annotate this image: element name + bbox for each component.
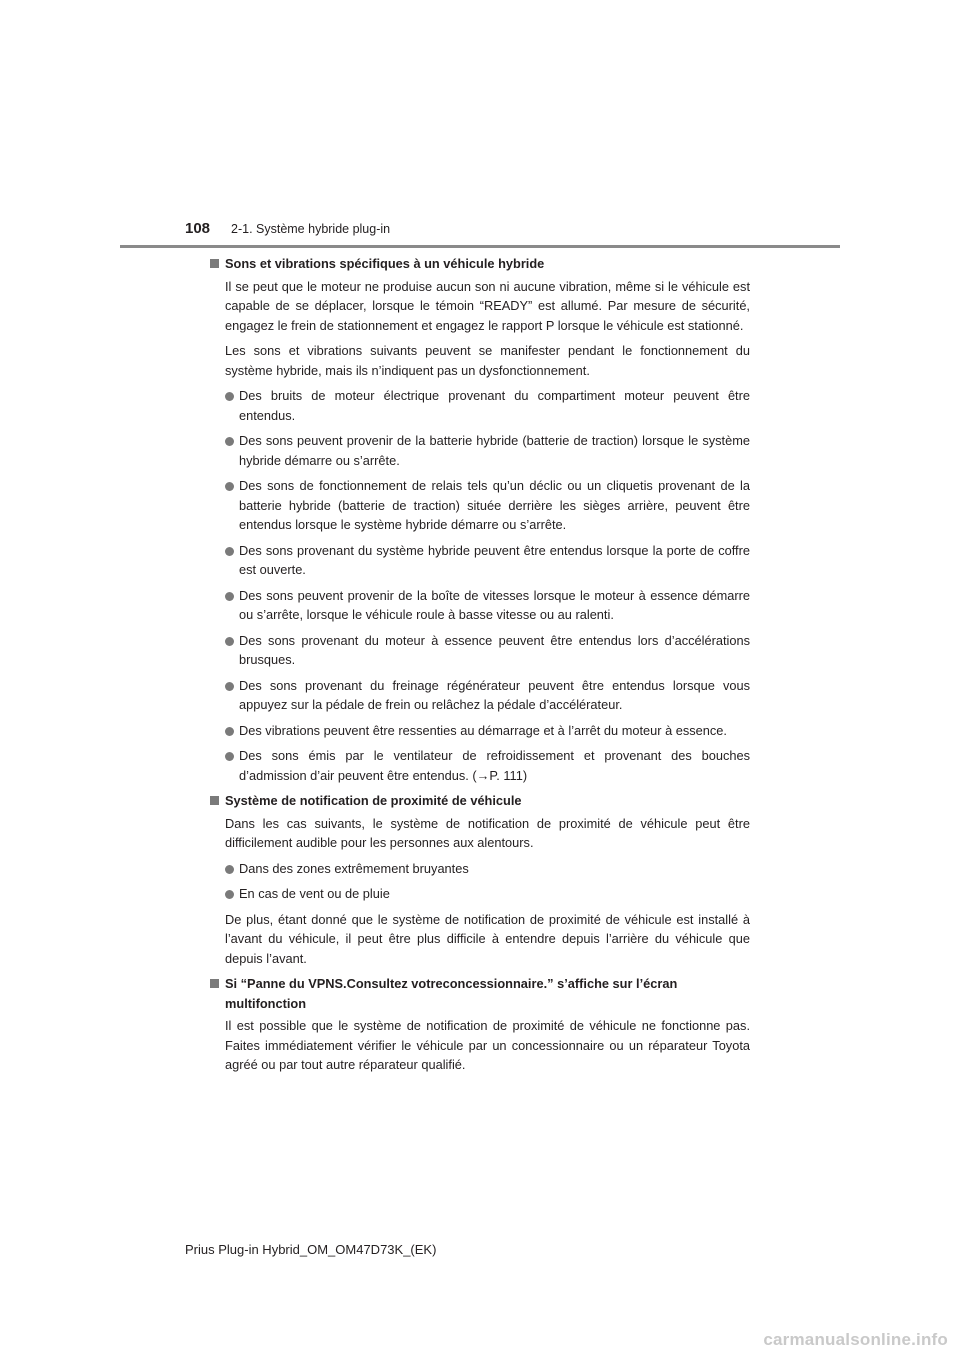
- page-header: [0, 0, 960, 250]
- paragraph: Il est possible que le système de notification de proximité de véhicule ne fonctionne pas. Faites immédiatement vérifier le véhicule par un concessionnaire ou un réparateur Toyota agréé ou par tout autre réparateur qualifié.: [225, 1018, 750, 1072]
- list-item: Des sons de fonctionnement de relais tels qu’un déclic ou un cliquetis provenant de la batterie hybride (batterie de traction) située derrière les sièges arrière, peuvent être entendus lorsque le système hybride démarre ou s’arrête.: [209, 476, 750, 535]
- chapter-title: 2-1. Système hybride plug-in: [231, 222, 391, 236]
- circle-bullet-icon: [225, 865, 234, 874]
- circle-bullet-icon: [225, 637, 234, 646]
- section-title: [209, 254, 750, 274]
- paragraph: Dans les cas suivants, le système de notification de proximité de véhicule peut être difficilement audible pour les personnes aux alentours.: [225, 815, 750, 850]
- main-content: [209, 254, 750, 1075]
- section-vpns-failure: [209, 974, 750, 1075]
- circle-bullet-icon: [225, 727, 234, 736]
- circle-bullet-icon: [225, 592, 234, 601]
- circle-bullet-icon: [225, 547, 234, 556]
- section-title-text: Si “Panne du VPNS.Consultez votreconcessionnaire.” s’affiche sur l’écran multifonction: [225, 976, 678, 1011]
- list-item: [209, 746, 750, 785]
- page-reference[interactable]: Des sons émis par le ventilateur de refroidissement et provenant des bouches d’admission d’air peuvent être entendus. (→P. 111): [239, 748, 750, 783]
- list-item: Des sons provenant du système hybride peuvent être entendus lorsque la porte de coffre est ouverte.: [209, 541, 750, 580]
- circle-bullet-icon: [225, 890, 234, 899]
- square-icon: [210, 796, 219, 805]
- section-title-text: Système de notification de proximité de véhicule: [225, 793, 522, 808]
- list-item: Des sons provenant du freinage régénérateur peuvent être entendus lorsque vous appuyez sur la pédale de frein ou relâchez la pédale d’accélérateur.: [209, 676, 750, 715]
- circle-bullet-icon: [225, 752, 234, 761]
- page-number: 108: [185, 220, 211, 237]
- section-sounds-vibrations: [209, 254, 750, 785]
- circle-bullet-icon: [225, 437, 234, 446]
- circle-bullet-icon: [225, 482, 234, 491]
- circle-bullet-icon: [225, 392, 234, 401]
- document-footer: Prius Plug-in Hybrid_OM_OM47D73K_(EK): [185, 1242, 437, 1257]
- paragraph: Les sons et vibrations suivants peuvent se manifester pendant le fonctionnement du système hybride, mais ils n’indiquent pas un dysfonctionnement.: [225, 343, 750, 378]
- list-item: Des bruits de moteur électrique provenant du compartiment moteur peuvent être entendus.: [209, 386, 750, 425]
- list-item: Des sons provenant du moteur à essence peuvent être entendus lors d’accélérations brusques.: [209, 631, 750, 670]
- list-item: En cas de vent ou de pluie: [209, 884, 750, 904]
- header-divider: [120, 245, 840, 248]
- section-title: [209, 974, 750, 1013]
- section-title: [209, 791, 750, 811]
- paragraph: De plus, étant donné que le système de notification de proximité de véhicule est installé à l’avant du véhicule, il peut être plus difficile à entendre depuis l’arrière du véhicule que depuis l’avant.: [225, 911, 750, 966]
- square-icon: [210, 259, 219, 268]
- circle-bullet-icon: [225, 682, 234, 691]
- square-icon: [210, 979, 219, 988]
- paragraph: Il se peut que le moteur ne produise aucun son ni aucune vibration, même si le véhicule est capable de se déplacer, lorsque le témoin “READY” est allumé. Par mesure de sécurité, engagez le frein de stationnement et engagez le rapport P lorsque le véhicule est stationné.: [225, 278, 750, 333]
- list-item: Des sons peuvent provenir de la batterie hybride (batterie de traction) lorsque le système hybride démarre ou s’arrête.: [209, 431, 750, 470]
- list-item: Des vibrations peuvent être ressenties au démarrage et à l’arrêt du moteur à essence.: [209, 721, 750, 741]
- section-title-text: Sons et vibrations spécifiques à un véhicule hybride: [225, 256, 545, 271]
- section-proximity-notification: [209, 791, 750, 968]
- list-item: Des sons peuvent provenir de la boîte de vitesses lorsque le moteur à essence démarre ou s’arrête, lorsque le véhicule roule à basse vitesse ou au ralenti.: [209, 586, 750, 625]
- watermark: carmanualsonline.info: [763, 1330, 948, 1349]
- list-item: Dans des zones extrêmement bruyantes: [209, 859, 750, 879]
